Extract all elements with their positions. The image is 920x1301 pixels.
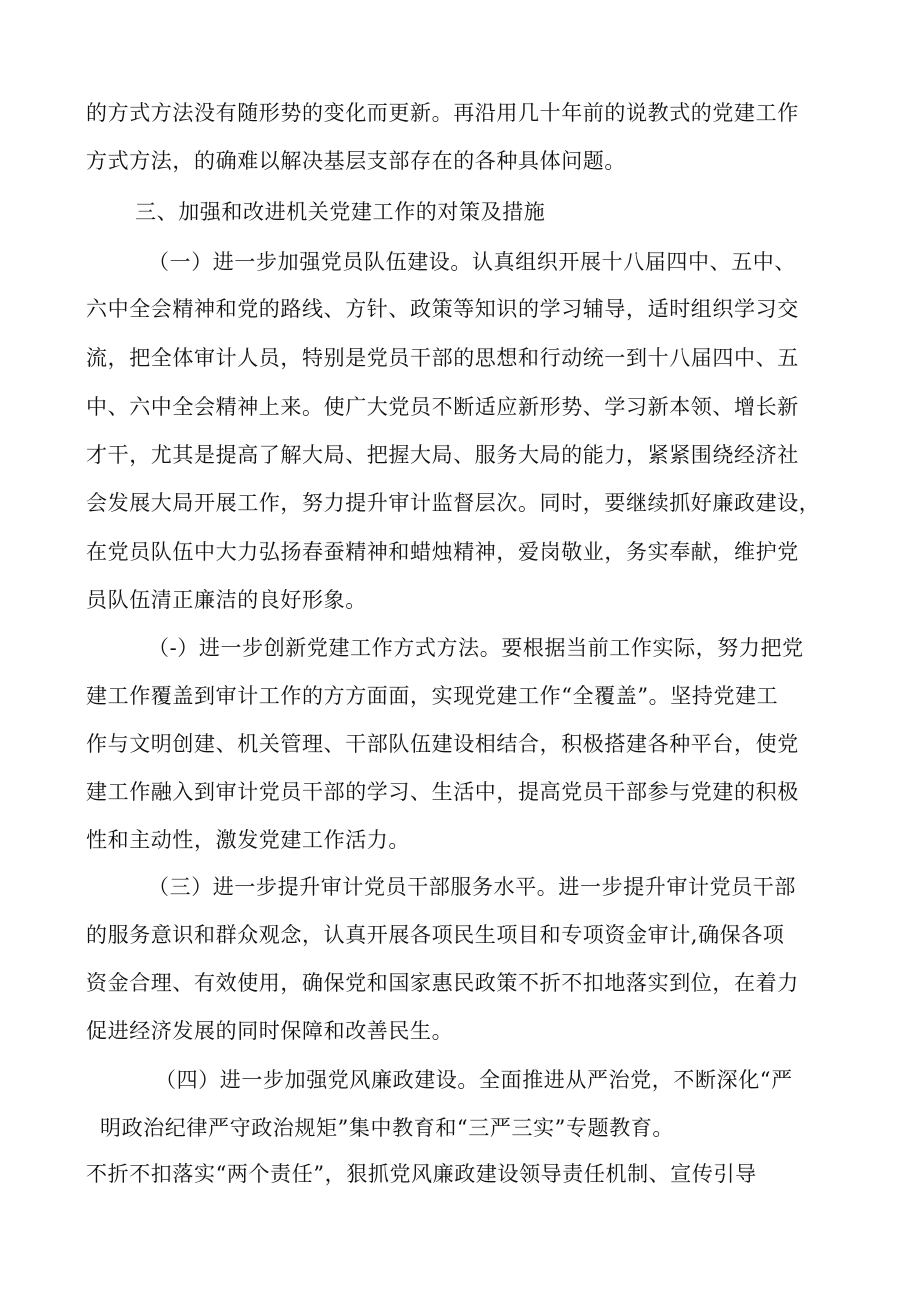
paragraph-2-line-1: （-）进一步创新党建工作方式方法。要根据当前工作实际，努力把党 [148, 636, 804, 660]
paragraph-2-line-4: 建工作融入到审计党员干部的学习、生活中，提高党员干部参与党建的积极 [86, 780, 799, 804]
intro-line-2: 方式方法，的确难以解决基层支部存在的各种具体问题。 [86, 149, 626, 173]
paragraph-2-line-2: 建工作覆盖到审计工作的方方面面，实现党建工作“全覆盖”。坚持党建工 [86, 684, 779, 708]
paragraph-3-line-2: 的服务意识和群众观念，认真开展各项民生项目和专项资金审计,确保各项 [86, 923, 785, 947]
section-heading: 三、加强和改进机关党建工作的对策及措施 [135, 200, 546, 224]
paragraph-1-line-4: 中、六中全会精神上来。使广大党员不断适应新形势、学习新本领、增长新 [86, 395, 799, 419]
paragraph-4-line-2: 明政治纪律严守政治规矩”集中教育和“三严三实”专题教育。 [100, 1116, 675, 1140]
paragraph-1-line-8: 员队伍清正廉洁的良好形象。 [86, 588, 367, 612]
paragraph-1-line-5: 才干，尤其是提高了解大局、把握大局、服务大局的能力，紧紧围绕经济社 [86, 443, 799, 467]
paragraph-1-line-6: 会发展大局开展工作，努力提升审计监督层次。同时，要继续抓好廉政建设， [86, 491, 821, 515]
paragraph-4-line-3: 不折不扣落实“两个责任”，狠抓党风廉政建设领导责任机制、宣传引导 [86, 1162, 757, 1186]
paragraph-3-line-4: 促进经济发展的同时保障和改善民生。 [86, 1019, 454, 1043]
paragraph-1-line-2: 六中全会精神和党的路线、方针、政策等知识的学习辅导，适时组织学习交 [86, 297, 799, 321]
paragraph-3-line-3: 资金合理、有效使用，确保党和国家惠民政策不折不扣地落实到位，在着力 [86, 971, 799, 995]
paragraph-3-line-1: （三）进一步提升审计党员干部服务水平。进一步提升审计党员干部 [148, 875, 796, 899]
paragraph-1-line-3: 流，把全体审计人员，特别是党员干部的思想和行动统一到十八届四中、五 [86, 346, 799, 370]
paragraph-1-line-1: （一）进一步加强党员队伍建设。认真组织开展十八届四中、五中、 [148, 250, 796, 274]
paragraph-4-line-1: （四）进一步加强党风廉政建设。全面推进从严治党，不断深化“严 [155, 1068, 793, 1092]
paragraph-2-line-5: 性和主动性，激发党建工作活力。 [86, 828, 410, 852]
paragraph-2-line-3: 作与文明创建、机关管理、干部队伍建设相结合，积极搭建各种平台，使党 [86, 732, 799, 756]
intro-line-1: 的方式方法没有随形势的变化而更新。再沿用几十年前的说教式的党建工作 [86, 101, 799, 125]
paragraph-1-line-7: 在党员队伍中大力弘扬春蚕精神和蜡烛精神，爱岗敬业，务实奉献，维护党 [86, 540, 799, 564]
